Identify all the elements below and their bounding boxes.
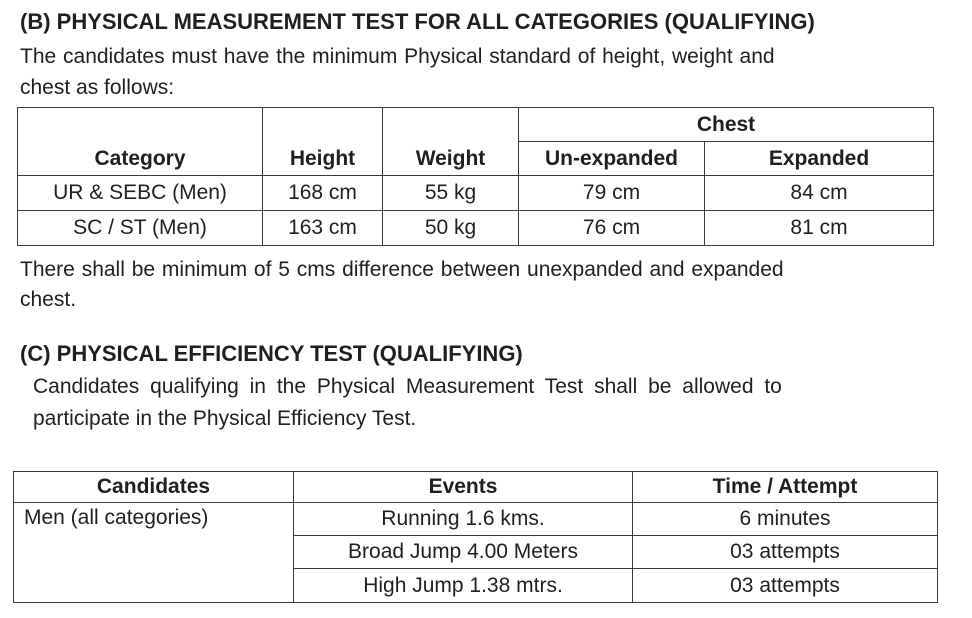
cell-weight: 50 kg (383, 211, 519, 246)
section-b-intro-line1: The candidates must have the minimum Physical standard of height, weight and (20, 45, 775, 68)
section-b-note-line1: There shall be minimum of 5 cms difference between unexpanded and expanded (20, 258, 784, 281)
cell-time: 03 attempts (633, 536, 938, 569)
cell-category: SC / ST (Men) (18, 211, 263, 246)
physical-measurement-table (17, 107, 934, 246)
cell-event: Running 1.6 kms. (294, 503, 633, 536)
cell-height: 168 cm (263, 176, 383, 211)
header-time-attempt: Time / Attempt (633, 472, 938, 503)
section-c-intro-line2: participate in the Physical Efficiency Test. (33, 407, 417, 430)
cell-candidates: Men (all categories) (14, 503, 294, 603)
section-c-intro-line1: Candidates qualifying in the Physical Measurement Test shall be allowed to (33, 375, 782, 398)
section-b-heading: (B) PHYSICAL MEASUREMENT TEST FOR ALL CATEGORIES (QUALIFYING) (20, 9, 815, 34)
cell-expanded: 84 cm (705, 176, 934, 211)
section-b-intro-line2: chest as follows: (20, 76, 175, 99)
cell-event: High Jump 1.38 mtrs. (294, 569, 633, 603)
table-row (18, 176, 934, 211)
header-events: Events (294, 472, 633, 503)
header-category: Category (18, 108, 263, 176)
cell-category: UR & SEBC (Men) (18, 176, 263, 211)
header-unexpanded: Un-expanded (519, 142, 705, 176)
header-expanded: Expanded (705, 142, 934, 176)
header-chest: Chest (519, 108, 934, 142)
header-candidates: Candidates (14, 472, 294, 503)
cell-event: Broad Jump 4.00 Meters (294, 536, 633, 569)
cell-time: 03 attempts (633, 569, 938, 603)
cell-unexpanded: 76 cm (519, 211, 705, 246)
table-row (14, 503, 938, 536)
table-row (18, 211, 934, 246)
cell-weight: 55 kg (383, 176, 519, 211)
cell-unexpanded: 79 cm (519, 176, 705, 211)
header-weight: Weight (383, 108, 519, 176)
section-b-note-line2: chest. (20, 288, 77, 311)
header-height: Height (263, 108, 383, 176)
cell-expanded: 81 cm (705, 211, 934, 246)
cell-time: 6 minutes (633, 503, 938, 536)
section-c-heading: (C) PHYSICAL EFFICIENCY TEST (QUALIFYING) (20, 341, 523, 366)
physical-efficiency-table (13, 471, 938, 603)
cell-height: 163 cm (263, 211, 383, 246)
